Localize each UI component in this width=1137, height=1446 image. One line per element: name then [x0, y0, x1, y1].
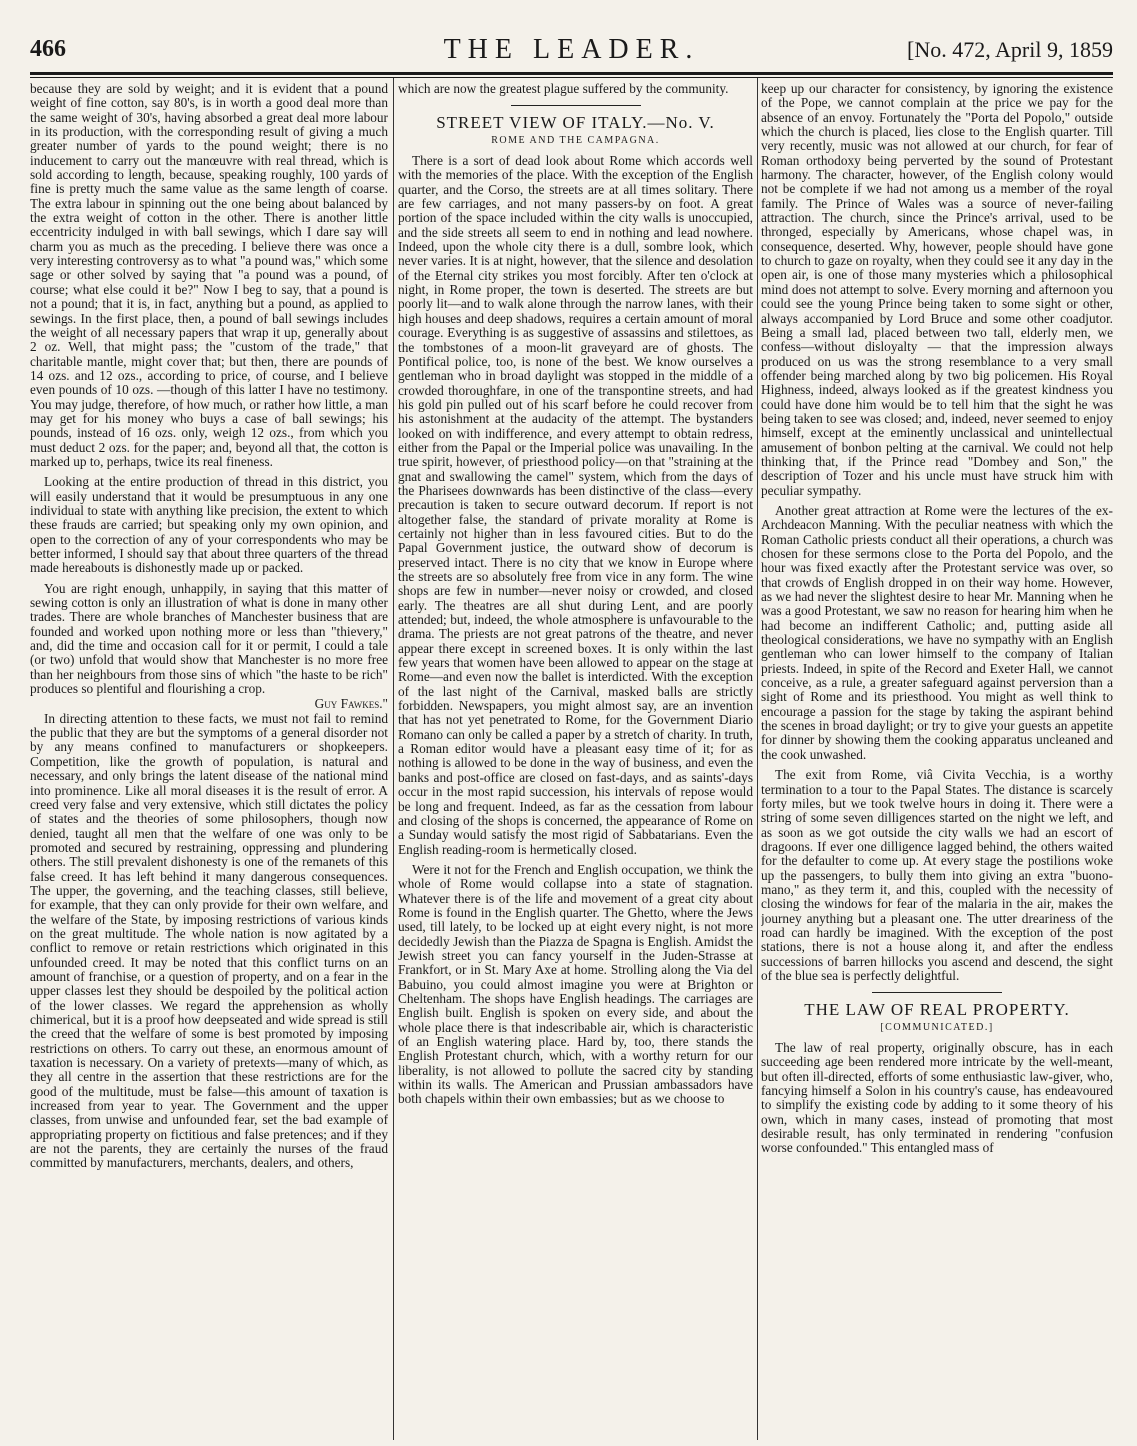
paragraph: keep up our character for consistency, by ignoring the existence of the Pope, we cannot complain at the price we pay for the absence of an envoy. Fortunately the "Porta del Popolo," outside which the church is placed, lies close to the English quarter. Till very recently, music was not allowed at our church, for fear of Roman orthodoxy being perverted by the sound of Protestant harmony. The character, however, of the English colony would not be complete if we had not among us a member of the royal family. The Prince of Wales was a source of never-failing attraction. The church, since the Prince's arrival, used to be thronged, especially by Americans, whose chapel was, in consequence, deserted. Why, however, people should have gone to church to gaze on royalty, when they could see it any day in the open air, is one of those many mysteries which a philosophical mind does not attempt to solve. Every morning and afternoon you could see the young Prince being taken to some sight or other, always accompanied by Lord Bruce and some other coadjutor. Being a small lad, placed between two tall, elderly men, we confess—without disloyalty — that the impression always produced on us was the strong resemblance to a very small offender being marched along by two big policemen. His Royal Highness, indeed, always looked as if the greatest kindness you could have done him would be to tell him that the sight he was being taken to see was closed; and, indeed, never seemed to enjoy himself, except at the eminently unclassical and unintellectual amusement of bonbon pelting at the carnival. We could not help thinking that, if the Prince read "Dombey and Son," the description of Tozer and his uncle must have struck him with peculiar sympathy.: [761, 82, 1113, 498]
masthead-title: THE LEADER.: [443, 34, 700, 65]
paragraph: You are right enough, unhappily, in saying that this matter of sewing cotton is only an illustration of what is done in many other trades. There are whole branches of Manchester business that are founded and worked upon nothing more or less than "thievery," and, did the time and occasion call for it or permit, I could a tale (or two) unfold that would show that Manchester is no more free than her neighbours from those sins of which "the haste to be rich" produces so plentiful and flourishing a crop.: [30, 580, 388, 697]
section-subtitle: ROME AND THE CAMPAGNA.: [491, 134, 660, 146]
header-rule: [30, 72, 1113, 75]
paragraph: There is a sort of dead look about Rome which accords well with the memories of the place. With the exception of the English quarter, and the Corso, the streets are at all times solitary. There are few carriages, and not many passers-by on foot. A great portion of the space included within the city walls is unoccupied, and the side streets all seem to end in nothing and lead nowhere. Indeed, upon the whole city there is a dull, sombre look, which never varies. It is at night, however, that the silence and desolation of the Eternal city strikes you most forcibly. After ten o'clock at night, in Rome proper, the town is deserted. The streets are but poorly lit—and to walk alone through the narrow lanes, with their high houses and deep shadows, requires a certain amount of moral courage. Everything is as suggestive of assassins and stilettoes, as the tombstones of a moon-lit graveyard are of ghosts. The Pontifical police, too, is none of the best. We know ourselves a gentleman who in broad daylight was stopped in the middle of a crowded thoroughfare, in one of the transpontine streets, and had his gold pin pulled out of his scarf before he could recover from his astonishment at the audacity of the attempt. The bystanders looked on with indifference, and every attempt to obtain redress, either from the Papal or the Imperial police was unavailing. In the true spirit, however, of priesthood policy—on that "straining at the gnat and swallowing the camel" system, which from the days of the Pharisees downwards has been distinctive of the class—every precaution is taken to secure outward decorum. If report is not altogether false, the standard of private morality at Rome is certainly not higher than in less favoured cities. But to do the Papal Government justice, the outward show of decorum is preserved intact. There is no city that we know in Europe where the streets are so absolutely free from vice in any form. The wine shops are few in number—never noisy or crowded, and closed early. The theatres are all shut during Lent, and are poorly attended; but, indeed, the whole atmosphere is unfavourable to the drama. The priests are not great patrons of the theatre, and never appear there except in screened boxes. It is only within the last few years that women have been allowed to appear on the stage at Rome—and even now the ballet is interdicted. With the exception of the last night of the Carnival, masked balls are strictly forbidden. Newspapers, you might almost say, are an invention that has not yet penetrated to Rome, for the Government Diario Romano can only be called a paper by a stretch of charity. In truth, a Roman editor would have a pleasant easy time of it; for as nothing is allowed to be done in the way of business, and even the banks and post-office are closed on fast-days, and as saints'-days occur in the most rapid succession, his intervals of repose would be long and frequent. Indeed, as far as the cessation from labour and closing of the shops is concerned, the appearance of Rome on a Sunday would satisfy the most rigid of Sabbatarians. Even the English reading-room is hermetically closed.: [398, 153, 753, 857]
paragraph: which are now the greatest plague suffered by the community.: [398, 82, 729, 96]
paragraph: The exit from Rome, viâ Civita Vecchia, is a worthy termination to a tour to the Papal States. The distance is scarcely forty miles, but we took twelve hours in doing it. There were a string of some seven dilligences started on the night we left, and as soon as we got outside the city walls we had an escort of dragoons. If ever one dilligence lagged behind, the others waited for the defaulter to come up. At every stage the postilions woke up the passengers, to bully them into giving an extra "buono-mano," as they term it, and this, coupled with the necessity of closing the windows for fear of the malaria in the air, makes the journey anything but a pleasant one. The utter dreariness of the road can hardly be imagined. With the exception of the post stations, there is not a house along it, and after the endless successions of barren hillocks you ascend and descend, the sight of the blue sea is perfectly delightful.: [761, 767, 1113, 983]
issue-date: [No. 472, April 9, 1859: [907, 37, 1113, 62]
paragraph: because they are sold by weight; and it is evident that a pound weight of fine cotton, say 80's, is in worth a good deal more than the same weight of 30's, having absorbed a great deal more labour in its production, with the corresponding result of giving a much greater number of yards to the pound weight; there is no inducement to carry out the manœuvre with real thread, which is sold according to length, because, speaking roughly, 100 yards of fine is pretty much the same value as the same length of coarse. The extra labour in spinning out the one being about balanced by the extra weight of cotton in the other. There is another little eccentricity indulged in with ball sewings, which I dare say will charm you as much as the preceding. I believe there was once a very interesting controversy as to what "a pound was," which some sage or other solved by saying that "a pound was a pound, of course; what else could it be?" Now I beg to say, that a pound is not a pound; that it is, in fact, anything but a pound, as applied to sewings. In the first place, then, a pound of ball sewings includes the weight of all necessary papers that wrap it up, generally about 2 oz. Well, that might pass; the "custom of the trade," that charitable mantle, might cover that; but then, there are pounds of 14 ozs. and 12 ozs., according to price, of course, and I believe even pounds of 10 ozs. —though of this latter I have no testimony. You may judge, therefore, of how much, or rather how little, a man may get for his money who buys a case of ball sewings; his pounds, instead of 16 ozs. only, weigh 12 ozs., from which you must deduct 2 ozs. for the paper; and, beyond all that, the cotton is marked up to, perhaps, twice its real fineness.: [30, 82, 388, 469]
column-divider: [393, 78, 394, 1440]
header-rule-thin: [30, 77, 1113, 78]
letter-signature: Guy Fawkes.": [314, 696, 388, 712]
column-2: [398, 82, 753, 1438]
column-1: [30, 82, 388, 1438]
paragraph: Were it not for the French and English occupation, we think the whole of Rome would collapse into a state of stagnation. Whatever there is of the life and movement of a great city about Rome is found in the English quarter. The Ghetto, where the Jews used, till lately, to be locked up at eight every night, is not more decidedly Jewish than the Piazza de Spagna is English. Amidst the Jewish street you can fancy yourself in the Juden-Strasse at Frankfort, or in St. Mary Axe at home. Strolling along the Via del Babuino, you could almost imagine you were at Brighton or Cheltenham. The shops have English headings. The carriages are English built. English is spoken on every side, and about the whole place there is that indescribable air, which is characteristic of an English watering place. Hard by, too, there stands the English Protestant church, which, with a worthy return for our liberality, is not allowed to pollute the sacred city by standing within its walls. The American and Prussian ambassadors have both chapels within their own embassies; but as we choose to: [398, 861, 753, 1107]
paragraph: Another great attraction at Rome were the lectures of the ex-Archdeacon Manning. With the peculiar neatness with which the Roman Catholic priests conduct all their operations, a church was chosen for these sermons close to the Porta del Popolo, and the hour was fixed exactly after the Protestant service was over, so that crowds of English dropped in on their way home. However, as we had never the slightest desire to hear Mr. Manning when he was a good Protestant, we saw no reason for hearing him when he had become an indifferent Catholic; and, putting aside all theological considerations, we have no sympathy with an English gentleman who can lower himself to the company of Italian priests. Indeed, in spite of the Record and Exeter Hall, we cannot conceive, as a rule, a greater safeguard against perversion than a sight of Rome and its priesthood. You might as well think to encourage a passion for the stage by taking the aspirant behind the scenes in broad daylight; or try to give your guests an appetite for dinner by showing them the cooking apparatus uncleaned and the cook unwashed.: [761, 502, 1113, 762]
page-header: [30, 36, 1113, 70]
section-separator: [511, 105, 641, 106]
column-3: [761, 82, 1113, 1438]
paragraph: In directing attention to these facts, we must not fail to remind the public that they are but the symptoms of a general disorder not by any means confined to manufacturers or shopkeepers. Competition, like the growth of population, is natural and necessary, and only brings the latent disease of the national mind into prominence. Like all moral diseases it is the result of error. A creed very false and very extensive, which still dictates the policy of states and the theories of some philosophers, though now denied, taught all men that the welfare of one was only to be promoted and secured by restraining, oppressing and plundering others. The still prevalent dishonesty is one of the remanets of this false creed. It has left behind it many dangerous consequences. The upper, the governing, and the teaching classes, still believe, for example, that they can only provide for their own welfare, and the welfare of the State, by imposing restrictions of various kinds on the great multitude. The whole nation is now agitated by a conflict to remove or retain restrictions which originated in this unfounded creed. It may be noted that this conflict turns on an amount of franchise, or a question of property, and on a fear in the upper classes lest they should be despoiled by the political action of the lower classes. We regard the apprehension as wholly chimerical, but it is a proof how deepseated and wide spread is still the creed that the welfare of some is best promoted by imposing restrictions on others. To carry out these, an enormous amount of taxation is necessary. On a variety of pretexts—many of which, as they all centre in the assertion that these restrictions are for the good of the multitude, must be false—this amount of taxation is increased from year to year. The Government and the upper classes, from unwise and unfounded fear, set the bad example of appropriating property on fictitious and false pretences; and if they are not the parents, they are certainly the nurses of the fraud committed by manufacturers, merchants, dealers, and others,: [30, 710, 388, 1171]
section-title: THE LAW OF REAL PROPERTY.: [804, 1000, 1070, 1020]
paragraph: Looking at the entire production of thread in this district, you will easily understand that it would be presumptuous in any one individual to state with anything like precision, the extent to which these frauds are carried; but speaking only my own opinion, and open to the correction of any of your correspondents who may be better informed, I should say that about three quarters of the thread made hereabouts is dishonestly made up or packed.: [30, 474, 388, 576]
column-divider: [757, 78, 758, 1440]
section-subtitle: [COMMUNICATED.]: [880, 1021, 994, 1033]
page-number: 466: [30, 36, 66, 62]
paragraph: The law of real property, originally obscure, has in each succeeding age been rendered more intricate by the well-meant, but often ill-directed, efforts of some enthusiastic law-giver, who, fancying himself a Solon in his country's cause, has endeavoured to simplify the existing code by adding to it some theory of his own, which in many cases, instead of promoting that most desirable result, has only terminated in rendering "confusion worse confounded." This entangled mass of: [761, 1040, 1113, 1156]
section-title: STREET VIEW OF ITALY.—No. V.: [436, 113, 715, 133]
section-separator: [872, 992, 1002, 993]
